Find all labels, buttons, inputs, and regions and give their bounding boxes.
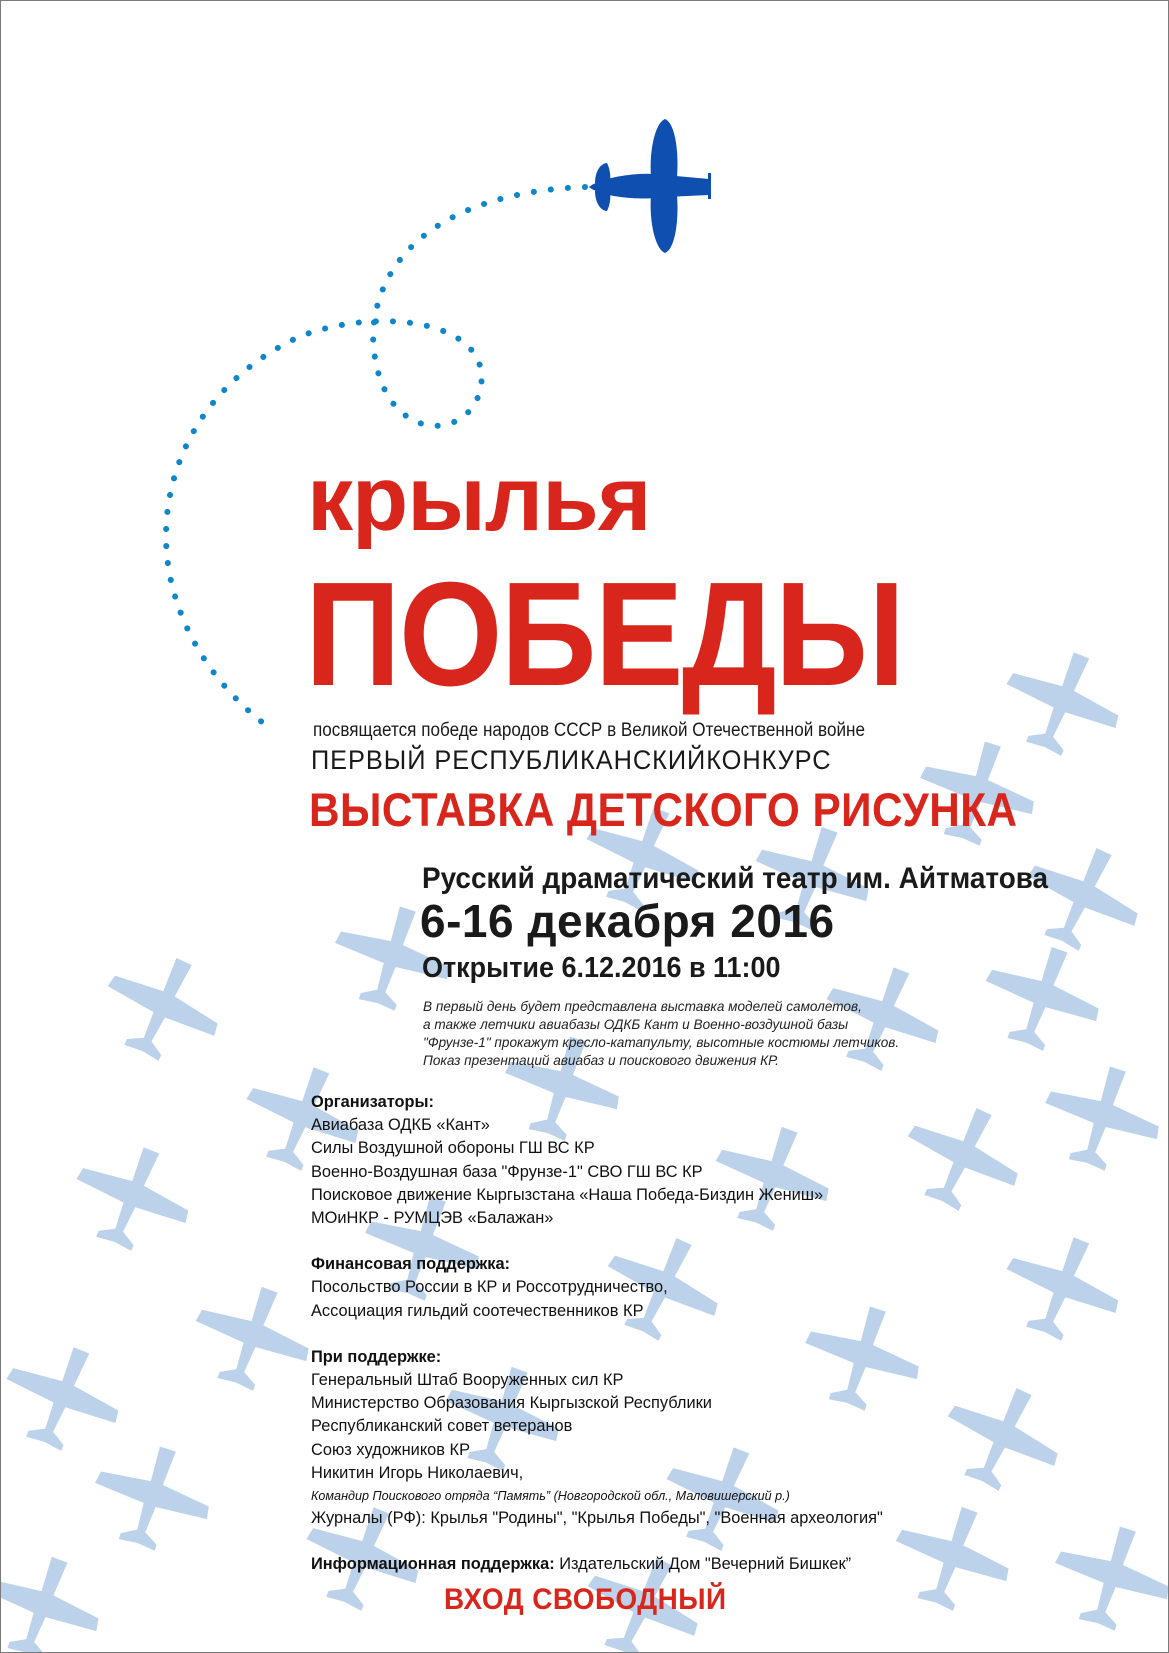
info-support-heading: Информационная поддержка:	[311, 1555, 555, 1574]
title-line-1: крылья	[307, 448, 651, 550]
note-line: Показ презентаций авиабаз и поискового движения КР.	[423, 1053, 779, 1068]
spacer	[311, 1323, 883, 1346]
organizer-item: Военно-Воздушная база "Фрунзе-1" СВО ГШ ВС КР	[311, 1162, 703, 1181]
financial-heading: Финансовая поддержка:	[311, 1255, 511, 1274]
organizer-item: Силы Воздушной обороны ГШ ВС КР	[311, 1139, 595, 1158]
organizer-item: МОиНКР - РУМЦЭВ «Балажан»	[311, 1209, 554, 1228]
exhibition-title: ВЫСТАВКА ДЕТСКОГО РИСУНКА	[309, 783, 1018, 836]
opening-time: Открытие 6.12.2016 в 11:00	[422, 952, 781, 984]
support-item: Министерство Образования Кыргызской Республики	[311, 1394, 712, 1413]
dedication: посвящается победе народов СССР в Великой Отечественной войне	[313, 720, 865, 741]
note-line: "Фрунзе-1" прокажут кресло-катапульту, высотные костюмы летчиков.	[423, 1035, 900, 1050]
support-item: Генеральный Штаб Вооруженных сил КР	[311, 1371, 624, 1390]
financial-item: Посольство России в КР и Россотрудничество,	[311, 1278, 668, 1297]
info-support	[311, 1553, 883, 1576]
airplane-icon	[589, 119, 711, 253]
note-line: а также летчики авиабазы ОДКБ Кант и Военно-воздушной базы	[423, 1017, 849, 1032]
support-item: Республиканский совет ветеранов	[311, 1417, 573, 1436]
venue: Русский драматический театр им. Айтматова	[422, 862, 1049, 895]
credits	[311, 1091, 883, 1576]
program-note	[423, 998, 899, 1070]
organizer-item: Поисковое движение Кыргызстана «Наша Победа-Биздин Жениш»	[311, 1185, 824, 1204]
title-line-2: ПОБЕДЫ	[305, 552, 904, 717]
spacer	[311, 1530, 883, 1553]
support-item: Союз художников КР	[311, 1440, 471, 1459]
support-journals: Журналы (РФ): Крылья "Родины", "Крылья Победы", "Военная археология"	[311, 1509, 883, 1528]
info-support-text: Издательский Дом "Вечерний Бишкек”	[554, 1555, 852, 1574]
note-line: В первый день будет представлена выставка моделей самолетов,	[423, 999, 862, 1014]
organizers-heading: Организаторы:	[311, 1093, 435, 1111]
spacer	[311, 1230, 883, 1253]
event-dates: 6-16 декабря 2016	[420, 895, 835, 947]
support-small-note: Командир Поискового отряда “Память” (Новгородской обл., Маловишерский р.)	[311, 1489, 790, 1504]
organizer-item: Авиабаза ОДКБ «Кант»	[311, 1116, 490, 1135]
support-item: Никитин Игорь Николаевич,	[311, 1463, 524, 1482]
free-entry: ВХОД СВОБОДНЫЙ	[444, 1583, 727, 1616]
support-heading: При поддержке:	[311, 1347, 442, 1366]
financial-item: Ассоциация гильдий соотечественников КР	[311, 1301, 644, 1320]
contest-name: ПЕРВЫЙ РЕСПУБЛИКАНСКИЙКОНКУРС	[311, 745, 832, 775]
